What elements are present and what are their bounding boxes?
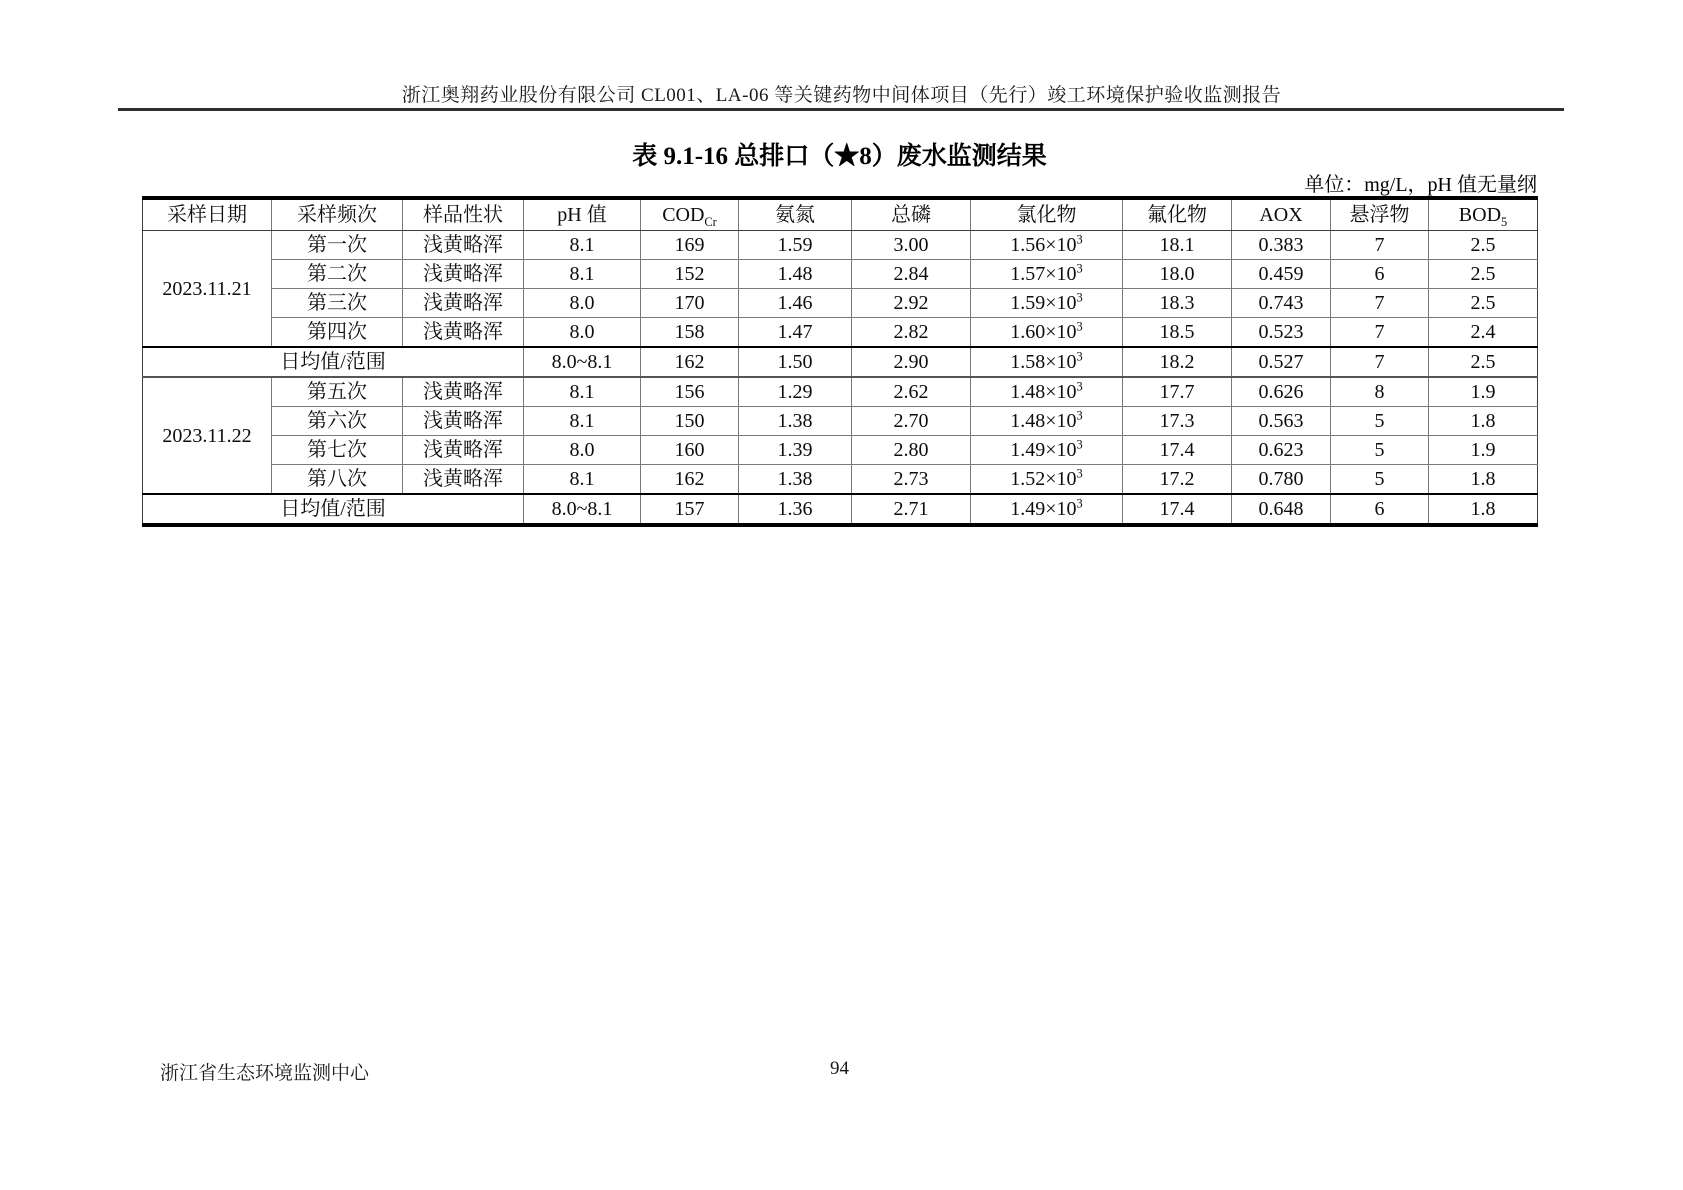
table-row [143, 436, 1538, 465]
ph-cell: 8.0 [524, 436, 641, 465]
aox-cell: 0.626 [1232, 377, 1331, 407]
chloride-cell: $1.56\times 10^3$ [971, 231, 1123, 260]
bod-daily-cell: 1.8 [1429, 494, 1538, 525]
unit-note: 单位：mg/L，pH 值无量纲 [1304, 174, 1537, 196]
column-header-frequency: 采样频次 [272, 198, 403, 231]
bod-cell: 2.4 [1429, 318, 1538, 348]
nh3n-cell: 1.29 [739, 377, 852, 407]
bod-cell: 2.5 [1429, 289, 1538, 318]
ph-cell: 8.1 [524, 231, 641, 260]
cod-cell: 169 [641, 231, 739, 260]
tp-cell: 2.82 [852, 318, 971, 348]
chloride-cell: $1.59\times 10^3$ [971, 289, 1123, 318]
aox-cell: 0.623 [1232, 436, 1331, 465]
ph-cell: 8.1 [524, 407, 641, 436]
table-row [143, 231, 1538, 260]
chloride-cell: $1.57\times 10^3$ [971, 260, 1123, 289]
nh3n-cell: 1.48 [739, 260, 852, 289]
chloride-cell: $1.48\times 10^3$ [971, 407, 1123, 436]
cod-cell: 158 [641, 318, 739, 348]
column-header-bod: $BOD_5$ [1429, 198, 1538, 231]
table-row [143, 465, 1538, 495]
nh3n-cell: 1.38 [739, 407, 852, 436]
fluoride-cell: 18.1 [1123, 231, 1232, 260]
frequency-cell: 第四次 [272, 318, 403, 348]
date-cell: 2023.11.21 [143, 231, 272, 348]
bod-cell: 1.8 [1429, 407, 1538, 436]
ph-cell: 8.0 [524, 289, 641, 318]
ss-cell: 7 [1331, 231, 1429, 260]
ss-cell: 7 [1331, 289, 1429, 318]
appearance-cell: 浅黄略浑 [403, 260, 524, 289]
document-header-text: 浙江奥翔药业股份有限公司 CL001、LA-06 等关键药物中间体项目（先行）竣工环境保护验收监测报告 [401, 85, 1282, 106]
daily-label-cell: 日均值/范围 [143, 347, 524, 377]
cod-cell: 160 [641, 436, 739, 465]
chloride-cell: $1.48\times 10^3$ [971, 377, 1123, 407]
tp-cell: 2.73 [852, 465, 971, 495]
ss-cell: 8 [1331, 377, 1429, 407]
column-header-chloride: 氯化物 [971, 198, 1123, 231]
table-row [143, 318, 1538, 348]
fluoride-cell: 17.3 [1123, 407, 1232, 436]
bod-cell: 1.9 [1429, 377, 1538, 407]
chloride-daily-cell: $1.49\times 10^3$ [971, 494, 1123, 525]
daily-average-row [143, 347, 1538, 377]
ss-cell: 7 [1331, 318, 1429, 348]
fluoride-cell: 18.5 [1123, 318, 1232, 348]
ph-cell: 8.1 [524, 260, 641, 289]
frequency-cell: 第七次 [272, 436, 403, 465]
nh3n-cell: 1.47 [739, 318, 852, 348]
fluoride-cell: 17.2 [1123, 465, 1232, 495]
bod-cell: 2.5 [1429, 260, 1538, 289]
nh3n-daily-cell: 1.36 [739, 494, 852, 525]
aox-cell: 0.780 [1232, 465, 1331, 495]
table-row [143, 407, 1538, 436]
appearance-cell: 浅黄略浑 [403, 318, 524, 348]
tp-daily-cell: 2.90 [852, 347, 971, 377]
cod-daily-cell: 157 [641, 494, 739, 525]
frequency-cell: 第六次 [272, 407, 403, 436]
ss-daily-cell: 6 [1331, 494, 1429, 525]
nh3n-daily-cell: 1.50 [739, 347, 852, 377]
cod-cell: 152 [641, 260, 739, 289]
column-header-tp: 总磷 [852, 198, 971, 231]
cod-cell: 170 [641, 289, 739, 318]
fluoride-cell: 18.0 [1123, 260, 1232, 289]
tp-daily-cell: 2.71 [852, 494, 971, 525]
appearance-cell: 浅黄略浑 [403, 407, 524, 436]
aox-cell: 0.523 [1232, 318, 1331, 348]
column-header-ph: pH 值 [524, 198, 641, 231]
fluoride-cell: 17.4 [1123, 436, 1232, 465]
ph-cell: 8.1 [524, 465, 641, 495]
ph-cell: 8.1 [524, 377, 641, 407]
appearance-cell: 浅黄略浑 [403, 289, 524, 318]
appearance-cell: 浅黄略浑 [403, 436, 524, 465]
column-header-date: 采样日期 [143, 198, 272, 231]
tp-cell: 2.92 [852, 289, 971, 318]
fluoride-daily-cell: 17.4 [1123, 494, 1232, 525]
appearance-cell: 浅黄略浑 [403, 377, 524, 407]
column-header-cod: $COD_{Cr}$ [641, 198, 739, 231]
aox-daily-cell: 0.648 [1232, 494, 1331, 525]
table-row [143, 377, 1538, 407]
fluoride-daily-cell: 18.2 [1123, 347, 1232, 377]
frequency-cell: 第一次 [272, 231, 403, 260]
bod-daily-cell: 2.5 [1429, 347, 1538, 377]
tp-cell: 2.84 [852, 260, 971, 289]
nh3n-cell: 1.38 [739, 465, 852, 495]
appearance-cell: 浅黄略浑 [403, 231, 524, 260]
ph-cell: 8.0 [524, 318, 641, 348]
table-header-row [143, 198, 1538, 231]
aox-daily-cell: 0.527 [1232, 347, 1331, 377]
bod-cell: 1.8 [1429, 465, 1538, 495]
cod-cell: 150 [641, 407, 739, 436]
date-cell: 2023.11.22 [143, 377, 272, 494]
header-divider [118, 108, 1564, 111]
tp-cell: 3.00 [852, 231, 971, 260]
ss-cell: 5 [1331, 465, 1429, 495]
aox-cell: 0.563 [1232, 407, 1331, 436]
chloride-daily-cell: $1.58\times 10^3$ [971, 347, 1123, 377]
fluoride-cell: 18.3 [1123, 289, 1232, 318]
page-number: 94 [830, 1058, 849, 1079]
bod-cell: 2.5 [1429, 231, 1538, 260]
ss-cell: 5 [1331, 407, 1429, 436]
daily-average-row [143, 494, 1538, 525]
column-header-appearance: 样品性状 [403, 198, 524, 231]
frequency-cell: 第八次 [272, 465, 403, 495]
column-header-nh3n: 氨氮 [739, 198, 852, 231]
fluoride-cell: 17.7 [1123, 377, 1232, 407]
frequency-cell: 第五次 [272, 377, 403, 407]
aox-cell: 0.459 [1232, 260, 1331, 289]
tp-cell: 2.70 [852, 407, 971, 436]
footer-organization: 浙江省生态环境监测中心 [160, 1063, 370, 1084]
column-header-aox: AOX [1232, 198, 1331, 231]
chloride-cell: $1.52\times 10^3$ [971, 465, 1123, 495]
cod-cell: 156 [641, 377, 739, 407]
table-title: 表 9.1-16 总排口（★8）废水监测结果 [632, 143, 1047, 170]
appearance-cell: 浅黄略浑 [403, 465, 524, 495]
nh3n-cell: 1.46 [739, 289, 852, 318]
ss-daily-cell: 7 [1331, 347, 1429, 377]
cod-cell: 162 [641, 465, 739, 495]
aox-cell: 0.743 [1232, 289, 1331, 318]
bod-cell: 1.9 [1429, 436, 1538, 465]
column-header-fluoride: 氟化物 [1123, 198, 1232, 231]
frequency-cell: 第二次 [272, 260, 403, 289]
chloride-cell: $1.49\times 10^3$ [971, 436, 1123, 465]
daily-label-cell: 日均值/范围 [143, 494, 524, 525]
cod-daily-cell: 162 [641, 347, 739, 377]
chloride-cell: $1.60\times 10^3$ [971, 318, 1123, 348]
tp-cell: 2.62 [852, 377, 971, 407]
column-header-ss: 悬浮物 [1331, 198, 1429, 231]
table-row [143, 289, 1538, 318]
ss-cell: 5 [1331, 436, 1429, 465]
table-row [143, 260, 1538, 289]
frequency-cell: 第三次 [272, 289, 403, 318]
ss-cell: 6 [1331, 260, 1429, 289]
nh3n-cell: 1.59 [739, 231, 852, 260]
ph-daily-cell: 8.0~8.1 [524, 347, 641, 377]
tp-cell: 2.80 [852, 436, 971, 465]
aox-cell: 0.383 [1232, 231, 1331, 260]
monitoring-table [142, 196, 1538, 527]
ph-daily-cell: 8.0~8.1 [524, 494, 641, 525]
nh3n-cell: 1.39 [739, 436, 852, 465]
